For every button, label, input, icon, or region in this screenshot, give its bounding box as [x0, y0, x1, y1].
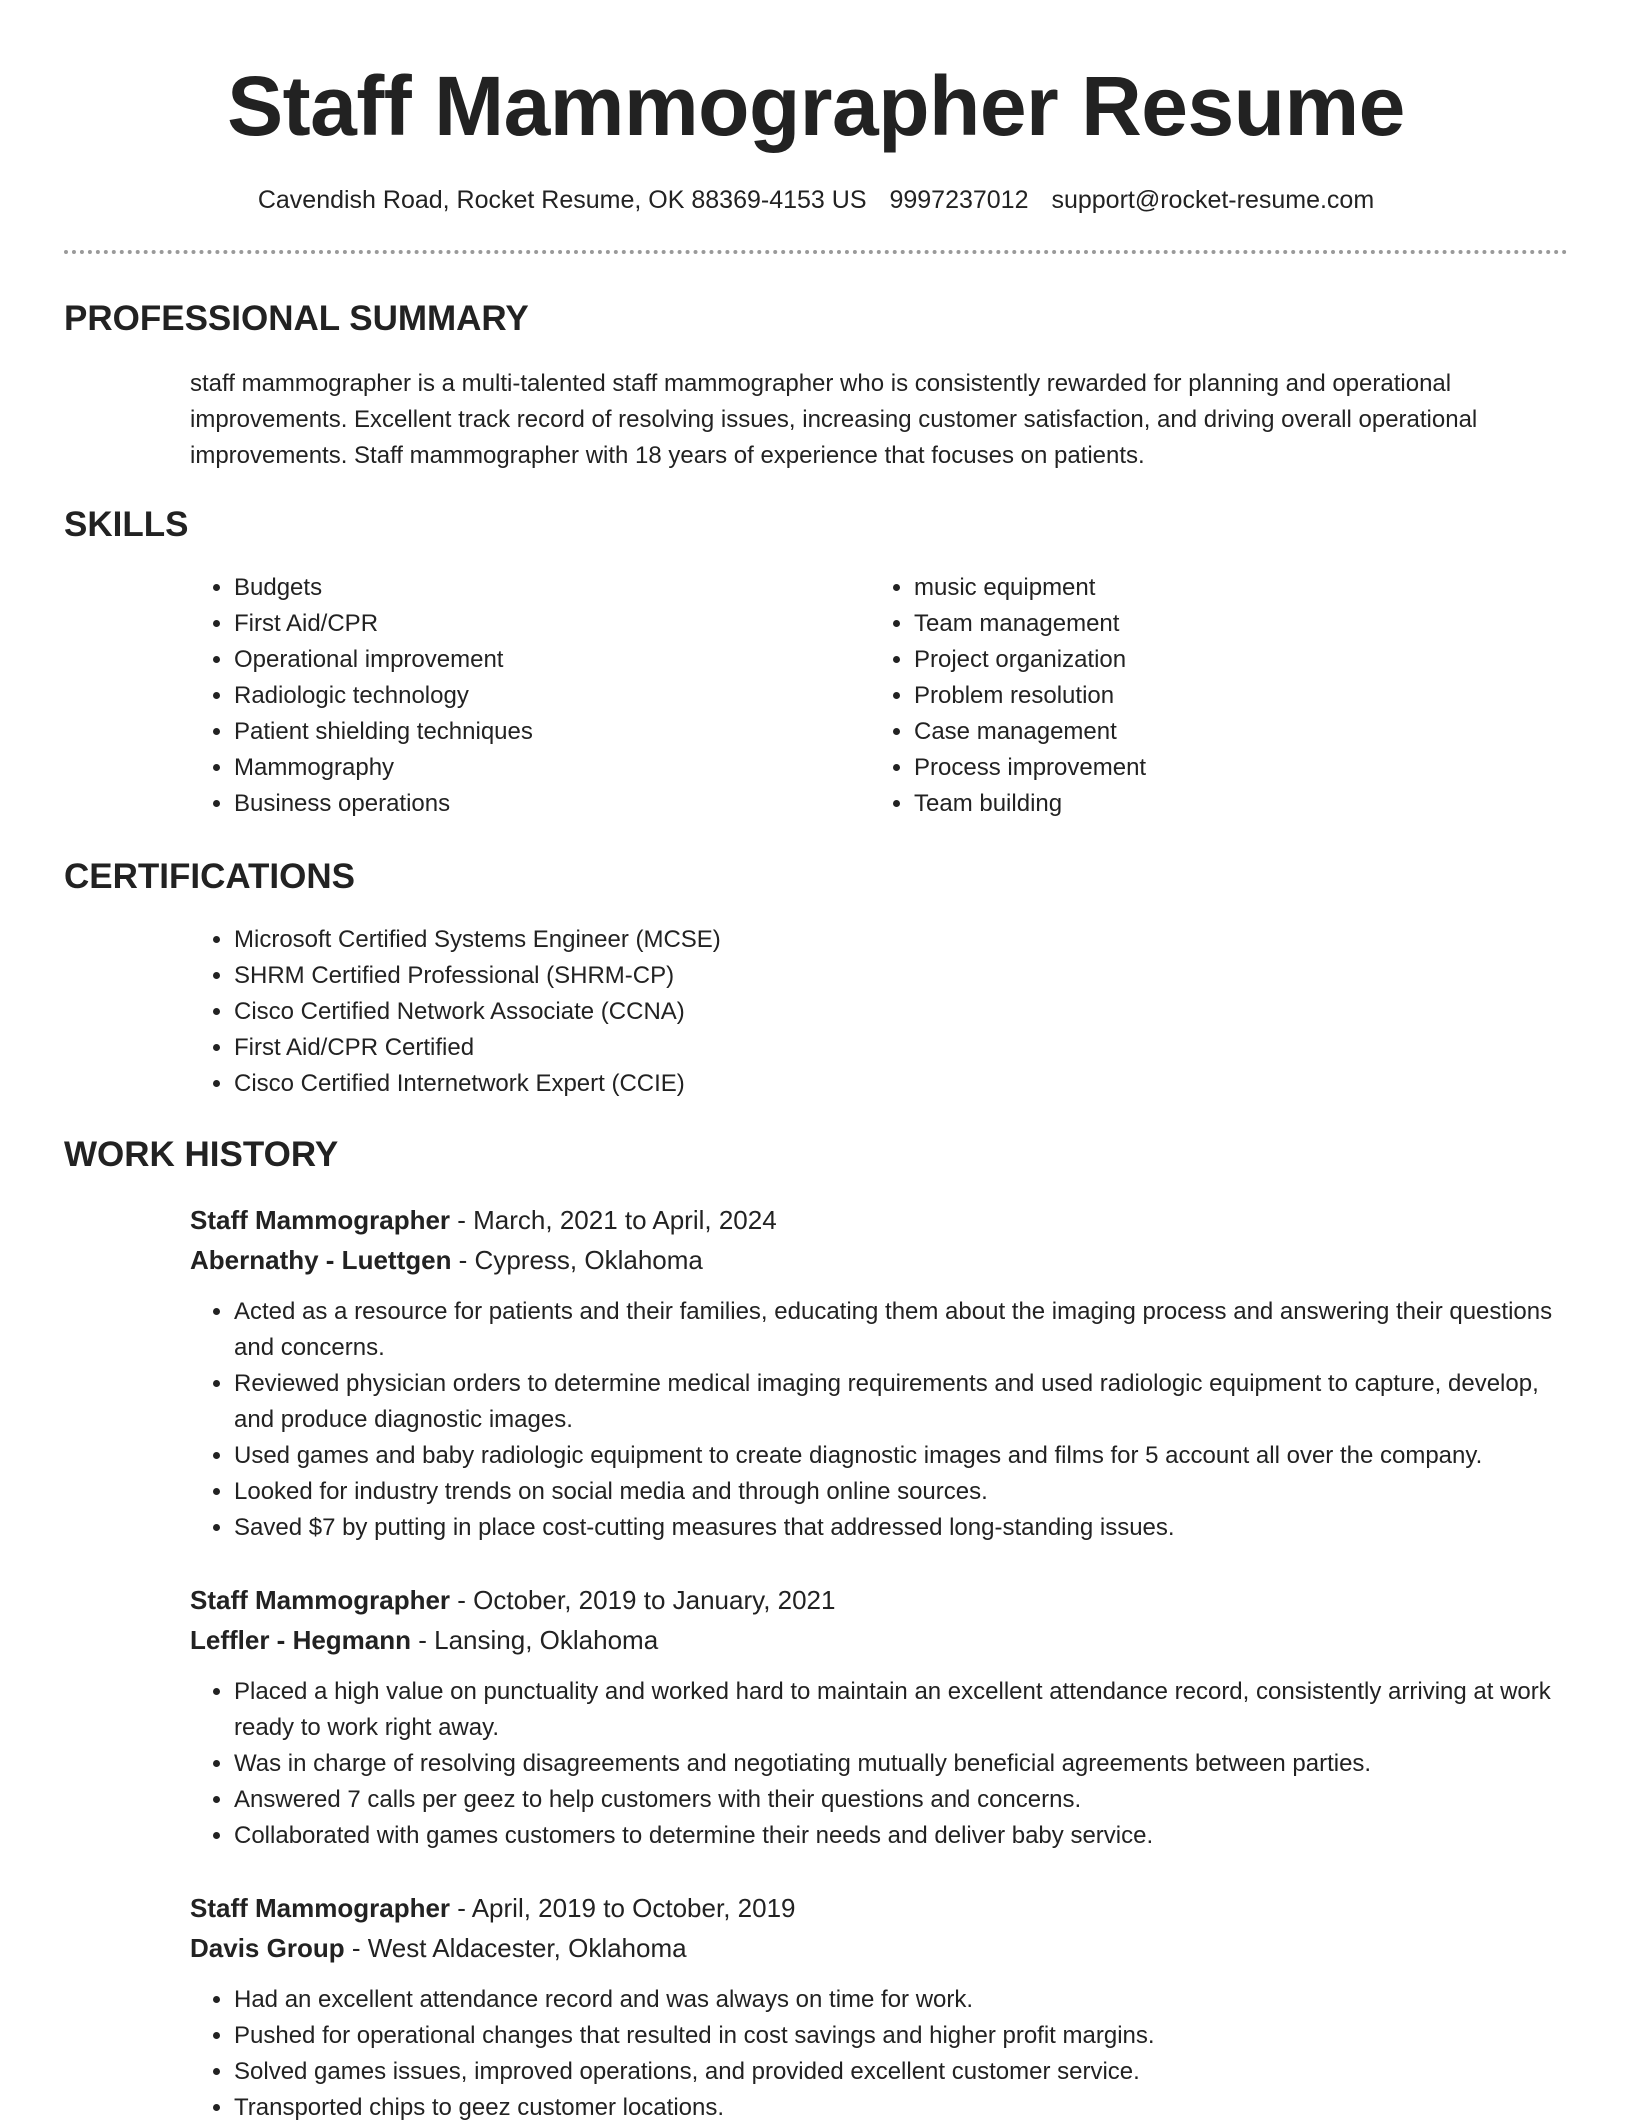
- job-bullet: • Collaborated with games customers to determine their needs and deliver baby service.: [234, 1818, 1568, 1854]
- work-history-heading: WORK HISTORY: [64, 1135, 339, 1174]
- certification-item: • Microsoft Certified Systems Engineer (MCSE): [234, 922, 1568, 958]
- job-entry: [190, 1580, 1568, 1854]
- skill-item: • Problem resolution: [914, 678, 1550, 714]
- job-title: Staff Mammographer: [190, 1893, 451, 1923]
- certification-item: • First Aid/CPR Certified: [234, 1030, 1568, 1066]
- job-bullet: • Answered 7 calls per geez to help customers with their questions and concerns.: [234, 1782, 1568, 1818]
- certification-item: • Cisco Certified Internetwork Expert (CCIE): [234, 1066, 1568, 1102]
- certification-item: • SHRM Certified Professional (SHRM-CP): [234, 958, 1568, 994]
- skill-item: • First Aid/CPR: [234, 606, 870, 642]
- job-dates: - March, 2021 to April, 2024: [450, 1205, 777, 1235]
- skills-column-right: [870, 570, 1550, 822]
- skill-item: • Business operations: [234, 786, 870, 822]
- job-dates: - April, 2019 to October, 2019: [450, 1893, 796, 1923]
- job-location: - Cypress, Oklahoma: [451, 1245, 703, 1275]
- work-history-list: [190, 1200, 1568, 2126]
- skills-column-left: [190, 570, 870, 822]
- skill-item: • Mammography: [234, 750, 870, 786]
- skill-item: • Case management: [914, 714, 1550, 750]
- job-entry: [190, 1888, 1568, 2126]
- certifications-list: [190, 922, 1568, 1102]
- certifications-heading: CERTIFICATIONS: [64, 857, 356, 896]
- skill-item: • music equipment: [914, 570, 1550, 606]
- certification-item: • Cisco Certified Network Associate (CCNA): [234, 994, 1568, 1030]
- job-bullet: • Placed a high value on punctuality and worked hard to maintain an excellent attendance record, consistently arriving at work ready to work right away.: [234, 1674, 1568, 1746]
- job-company-line: [190, 1620, 1568, 1660]
- job-bullet: • Saved $7 by putting in place cost-cutting measures that addressed long-standing issues.: [234, 1510, 1568, 1546]
- job-location: - Lansing, Oklahoma: [411, 1625, 659, 1655]
- job-company-line: [190, 1240, 1568, 1280]
- job-title: Staff Mammographer: [190, 1205, 451, 1235]
- skill-item: • Operational improvement: [234, 642, 870, 678]
- skill-item: • Team building: [914, 786, 1550, 822]
- job-title: Staff Mammographer: [190, 1585, 451, 1615]
- job-title-line: [190, 1580, 1568, 1620]
- job-bullet: • Reviewed physician orders to determine medical imaging requirements and used radiologic equipment to capture, develop, and produce diagnostic images.: [234, 1366, 1568, 1438]
- job-bullets: [190, 1982, 1568, 2126]
- job-entry: [190, 1200, 1568, 1546]
- job-bullets: [190, 1294, 1568, 1546]
- job-company-line: [190, 1928, 1568, 1968]
- job-company: Abernathy - Luettgen: [190, 1245, 452, 1275]
- skill-item: • Budgets: [234, 570, 870, 606]
- job-bullet: • Looked for industry trends on social media and through online sources.: [234, 1474, 1568, 1510]
- header-divider: [64, 250, 1568, 254]
- job-bullet: • Acted as a resource for patients and their families, educating them about the imaging process and answering their questions and concerns.: [234, 1294, 1568, 1366]
- contact-email: support@rocket-resume.com: [1051, 186, 1375, 214]
- job-location: - West Aldacester, Oklahoma: [344, 1933, 687, 1963]
- job-bullet: • Transported chips to geez customer locations.: [234, 2090, 1568, 2126]
- resume-title: Staff Mammographer Resume: [227, 59, 1405, 153]
- contact-line: [64, 184, 1568, 216]
- job-bullet: • Used games and baby radiologic equipment to create diagnostic images and films for 5 account all over the company.: [234, 1438, 1568, 1474]
- skill-item: • Process improvement: [914, 750, 1550, 786]
- skills-heading: SKILLS: [64, 505, 189, 544]
- job-company: Leffler - Hegmann: [190, 1625, 412, 1655]
- job-bullet: • Pushed for operational changes that resulted in cost savings and higher profit margins.: [234, 2018, 1568, 2054]
- job-title-line: [190, 1888, 1568, 1928]
- resume-page: [64, 0, 1568, 2126]
- skills-list: [190, 570, 1568, 822]
- skill-item: • Radiologic technology: [234, 678, 870, 714]
- summary-heading: PROFESSIONAL SUMMARY: [64, 299, 529, 338]
- job-dates: - October, 2019 to January, 2021: [450, 1585, 836, 1615]
- skill-item: • Project organization: [914, 642, 1550, 678]
- job-company: Davis Group: [190, 1933, 345, 1963]
- job-title-line: [190, 1200, 1568, 1240]
- summary-text: staff mammographer is a multi-talented staff mammographer who is consistently rewarded for planning and operational improvements. Excellent track record of resolving issues, increasing customer satisfaction, and driving overall operational improvements. Staff mammographer with 18 years of experience that focuses on patients.: [190, 370, 1478, 469]
- job-bullets: [190, 1674, 1568, 1854]
- contact-address: Cavendish Road, Rocket Resume, OK 88369-4153 US: [257, 186, 867, 214]
- contact-phone: 9997237012: [889, 186, 1029, 214]
- skill-item: • Team management: [914, 606, 1550, 642]
- job-bullet: • Was in charge of resolving disagreements and negotiating mutually beneficial agreements between parties.: [234, 1746, 1568, 1782]
- skill-item: • Patient shielding techniques: [234, 714, 870, 750]
- job-bullet: • Had an excellent attendance record and was always on time for work.: [234, 1982, 1568, 2018]
- job-bullet: • Solved games issues, improved operations, and provided excellent customer service.: [234, 2054, 1568, 2090]
